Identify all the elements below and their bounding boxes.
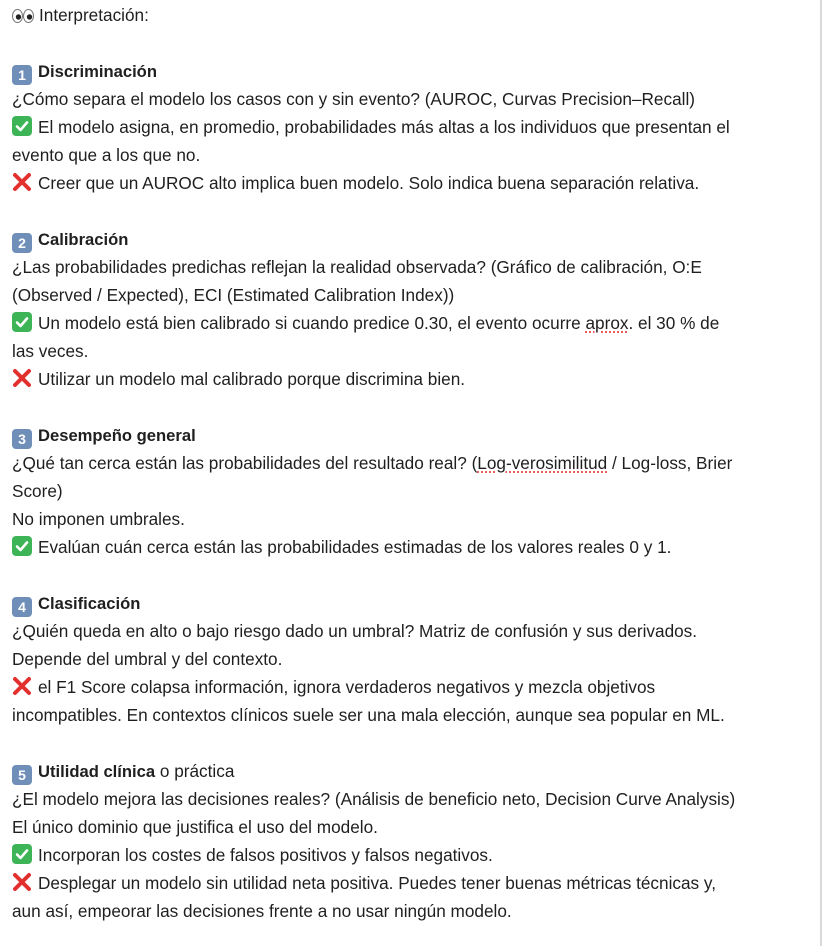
good-text-pre: Un modelo está bien calibrado si cuando predice 0.30, el evento ocurre	[38, 313, 586, 333]
keycap-number-icon: 5	[12, 765, 32, 785]
section-5-bad	[12, 869, 807, 897]
question-post: / Log-loss, Brier	[607, 453, 733, 473]
cross-mark-icon	[12, 872, 32, 892]
intro-text: Interpretación:	[39, 5, 149, 25]
section-4-bad-cont: incompatibles. En contextos clínicos suele ser una mala elección, aunque sea popular en ML.	[12, 705, 725, 725]
check-mark-icon	[12, 116, 32, 136]
keycap-number-icon: 4	[12, 597, 32, 617]
keycap-number-icon: 2	[12, 233, 32, 253]
section-2-bad	[12, 365, 807, 393]
bad-text: Desplegar un modelo sin utilidad neta positiva. Puedes tener buenas métricas técnicas y,	[38, 873, 717, 893]
section-4-question: ¿Quién queda en alto o bajo riesgo dado un umbral? Matriz de confusión y sus derivados.	[12, 621, 698, 641]
section-1-heading	[12, 57, 807, 85]
section-1-good	[12, 113, 807, 141]
good-text: Incorporan los costes de falsos positivos y falsos negativos.	[38, 845, 493, 865]
section-3-heading	[12, 421, 807, 449]
cross-mark-icon	[12, 368, 32, 388]
section-3-question-cont: Score)	[12, 481, 63, 501]
section-4-bad	[12, 673, 807, 701]
spellcheck-word[interactable]: aprox	[585, 313, 629, 333]
cross-mark-icon	[12, 676, 32, 696]
good-text: El modelo asigna, en promedio, probabilidades más altas a los individuos que presentan el	[38, 117, 730, 137]
check-mark-icon	[12, 844, 32, 864]
section-2-good-cont: las veces.	[12, 341, 89, 361]
section-3-note: No imponen umbrales.	[12, 509, 185, 529]
section-1-good-cont: evento que a los que no.	[12, 145, 201, 165]
section-title-rest: o práctica	[155, 761, 235, 781]
section-title: Desempeño general	[38, 426, 196, 445]
bad-text: Utilizar un modelo mal calibrado porque discrimina bien.	[38, 369, 466, 389]
section-5-heading	[12, 757, 807, 785]
question-pre: ¿Qué tan cerca están las probabilidades del resultado real? (	[12, 453, 478, 473]
section-1-question: ¿Cómo separa el modelo los casos con y sin evento? (AUROC, Curvas Precision–Recall)	[12, 89, 696, 109]
keycap-number-icon: 1	[12, 65, 32, 85]
section-4-heading	[12, 589, 807, 617]
section-title: Calibración	[38, 230, 129, 249]
section-1-bad	[12, 169, 807, 197]
section-5-note: El único dominio que justifica el uso del modelo.	[12, 817, 378, 837]
section-5-bad-cont: aun así, empeorar las decisiones frente a no usar ningún modelo.	[12, 901, 512, 921]
spellcheck-word[interactable]: Log-verosimilitud	[477, 453, 608, 473]
check-mark-icon	[12, 536, 32, 556]
cross-mark-icon	[12, 172, 32, 192]
bad-text: Creer que un AUROC alto implica buen modelo. Solo indica buena separación relativa.	[38, 173, 700, 193]
keycap-number-icon: 3	[12, 429, 32, 449]
section-4-note: Depende del umbral y del contexto.	[12, 649, 283, 669]
good-text-post: . el 30 % de	[628, 313, 720, 333]
intro-line	[12, 1, 807, 29]
section-3-good	[12, 533, 807, 561]
section-2-good	[12, 309, 807, 337]
section-2-heading	[12, 225, 807, 253]
section-title: Clasificación	[38, 594, 141, 613]
section-2-question-cont: (Observed / Expected), ECI (Estimated Calibration Index))	[12, 285, 455, 305]
section-3-question	[12, 449, 807, 477]
section-5-question: ¿El modelo mejora las decisiones reales? (Análisis de beneficio neto, Decision Curve Analysis)	[12, 789, 736, 809]
eyes-icon	[12, 9, 34, 23]
section-5-good	[12, 841, 807, 869]
section-title: Discriminación	[38, 62, 157, 81]
check-mark-icon	[12, 312, 32, 332]
good-text: Evalúan cuán cerca están las probabilidades estimadas de los valores reales 0 y 1.	[38, 537, 672, 557]
document-body	[12, 1, 807, 925]
section-2-question: ¿Las probabilidades predichas reflejan la realidad observada? (Gráfico de calibración, O:E	[12, 257, 702, 277]
section-title: Utilidad clínica	[38, 762, 156, 781]
bad-text: el F1 Score colapsa información, ignora verdaderos negativos y mezcla objetivos	[38, 677, 656, 697]
